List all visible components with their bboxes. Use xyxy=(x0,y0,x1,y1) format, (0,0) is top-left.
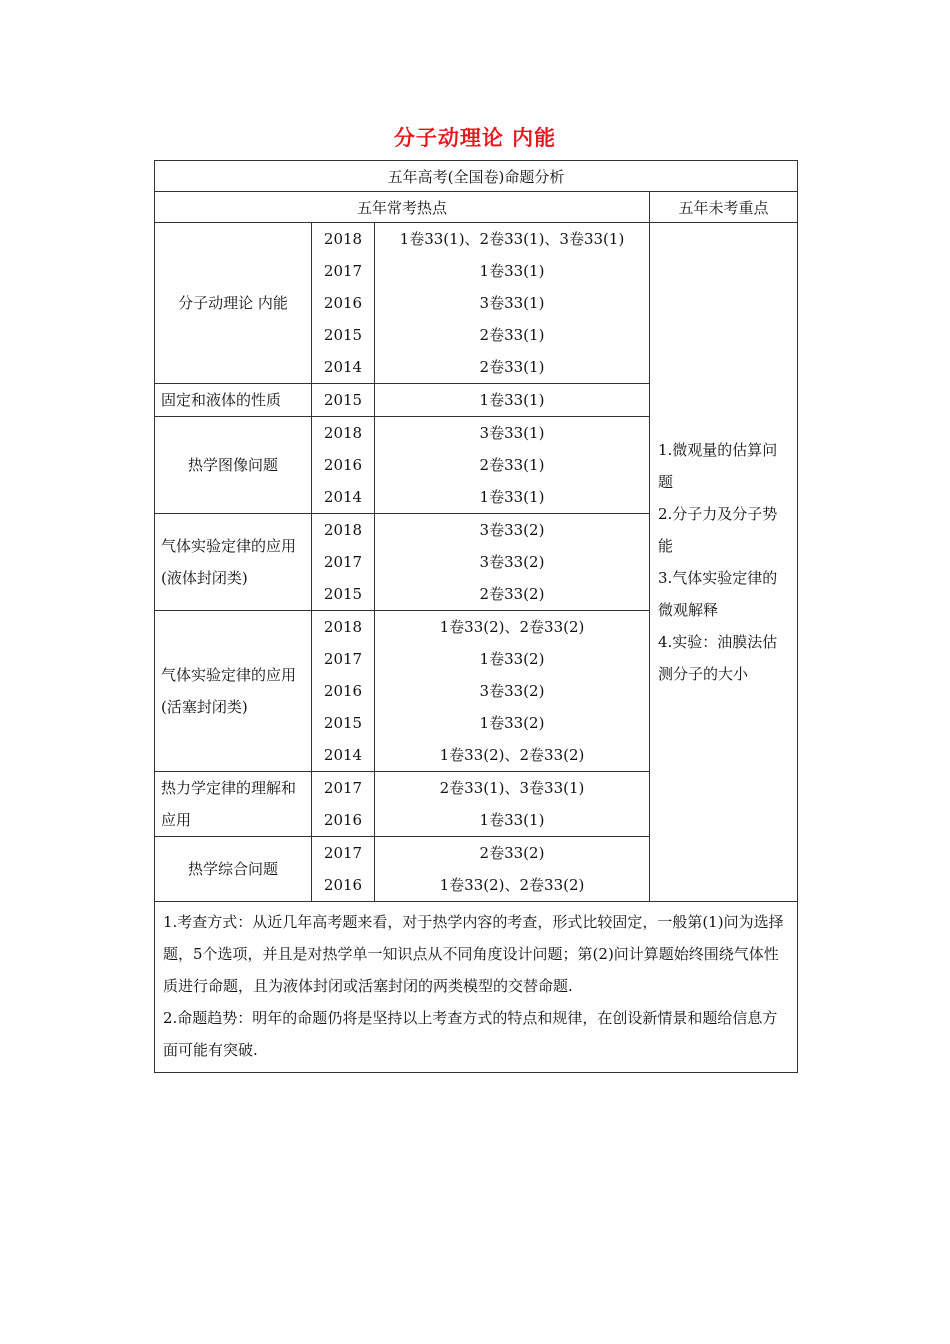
topic-cell: 热学综合问题 xyxy=(155,837,312,902)
year: 2016 xyxy=(323,876,363,894)
unexamined-item: 2.分子力及分子势能 xyxy=(658,505,778,555)
years-cell xyxy=(312,417,375,514)
paper: 2卷33(1) xyxy=(479,456,545,474)
papers-cell xyxy=(375,384,650,417)
papers-cell xyxy=(375,837,650,902)
papers-cell xyxy=(375,514,650,611)
analysis-table xyxy=(154,160,798,1073)
paper: 2卷33(2) xyxy=(479,585,545,603)
paper: 1卷33(1) xyxy=(479,262,545,280)
years-cell xyxy=(312,514,375,611)
header-unexamined: 五年未考重点 xyxy=(650,192,798,223)
year: 2018 xyxy=(323,521,363,539)
year: 2015 xyxy=(323,585,363,603)
year: 2017 xyxy=(323,650,363,668)
year: 2016 xyxy=(323,456,363,474)
paper: 1卷33(1) xyxy=(479,488,545,506)
papers-cell xyxy=(375,417,650,514)
paper: 3卷33(2) xyxy=(479,521,545,539)
topic-cell: 气体实验定律的应用(液体封闭类) xyxy=(155,514,312,611)
year: 2016 xyxy=(323,682,363,700)
year: 2014 xyxy=(323,488,363,506)
header-hot-topics: 五年常考热点 xyxy=(155,192,650,223)
year: 2014 xyxy=(323,746,363,764)
years-cell xyxy=(312,837,375,902)
paper: 1卷33(2)、2卷33(2) xyxy=(439,618,585,636)
year: 2018 xyxy=(323,230,363,248)
unexamined-item: 1.微观量的估算问题 xyxy=(658,441,778,491)
paper: 3卷33(2) xyxy=(479,682,545,700)
papers-cell xyxy=(375,611,650,772)
paper: 1卷33(2) xyxy=(479,650,545,668)
year: 2017 xyxy=(323,844,363,862)
paper: 3卷33(2) xyxy=(479,553,545,571)
year: 2018 xyxy=(323,424,363,442)
year: 2016 xyxy=(323,811,363,829)
year: 2015 xyxy=(323,391,363,409)
papers-cell xyxy=(375,772,650,837)
page-title: 分子动理论 内能 xyxy=(393,126,557,150)
year: 2017 xyxy=(323,262,363,280)
topic-cell: 热学图像问题 xyxy=(155,417,312,514)
paper: 1卷33(2) xyxy=(479,714,545,732)
year: 2017 xyxy=(323,779,363,797)
topic-cell: 气体实验定律的应用(活塞封闭类) xyxy=(155,611,312,772)
topic-cell: 固定和液体的性质 xyxy=(155,384,312,417)
paper: 2卷33(2) xyxy=(479,844,545,862)
year: 2015 xyxy=(323,326,363,344)
paper: 3卷33(1) xyxy=(479,424,545,442)
paper: 3卷33(1) xyxy=(479,294,545,312)
paper: 1卷33(1)、2卷33(1)、3卷33(1) xyxy=(399,230,625,248)
unexamined-cell xyxy=(650,223,798,902)
year: 2014 xyxy=(323,358,363,376)
paper: 1卷33(1) xyxy=(479,391,545,409)
years-cell xyxy=(312,611,375,772)
years-cell xyxy=(312,223,375,384)
papers-cell xyxy=(375,223,650,384)
paper: 2卷33(1)、3卷33(1) xyxy=(439,779,585,797)
topic-cell: 分子动理论 内能 xyxy=(155,223,312,384)
years-cell xyxy=(312,384,375,417)
year: 2016 xyxy=(323,294,363,312)
unexamined-item: 3.气体实验定律的微观解释 xyxy=(658,569,778,619)
paper: 2卷33(1) xyxy=(479,326,545,344)
paper: 2卷33(1) xyxy=(479,358,545,376)
note-paragraph: 2.命题趋势：明年的命题仍将是坚持以上考查方式的特点和规律，在创设新情景和题给信息方面可能有突破. xyxy=(163,1009,778,1059)
unexamined-item: 4.实验：油膜法估测分子的大小 xyxy=(658,633,778,683)
years-cell xyxy=(312,772,375,837)
note-paragraph: 1.考查方式：从近几年高考题来看，对于热学内容的考查，形式比较固定，一般第(1)问为选择题，5个选项，并且是对热学单一知识点从不同角度设计问题；第(2)问计算题始终围绕气体性质进行命题，且为液体封闭或活塞封闭的两类模型的交替命题. xyxy=(163,913,784,995)
year: 2015 xyxy=(323,714,363,732)
paper: 1卷33(2)、2卷33(2) xyxy=(439,876,585,894)
paper: 1卷33(2)、2卷33(2) xyxy=(439,746,585,764)
notes-cell xyxy=(155,902,798,1073)
table-caption: 五年高考(全国卷)命题分析 xyxy=(155,161,798,192)
year: 2018 xyxy=(323,618,363,636)
topic-cell: 热力学定律的理解和应用 xyxy=(155,772,312,837)
paper: 1卷33(1) xyxy=(479,811,545,829)
year: 2017 xyxy=(323,553,363,571)
